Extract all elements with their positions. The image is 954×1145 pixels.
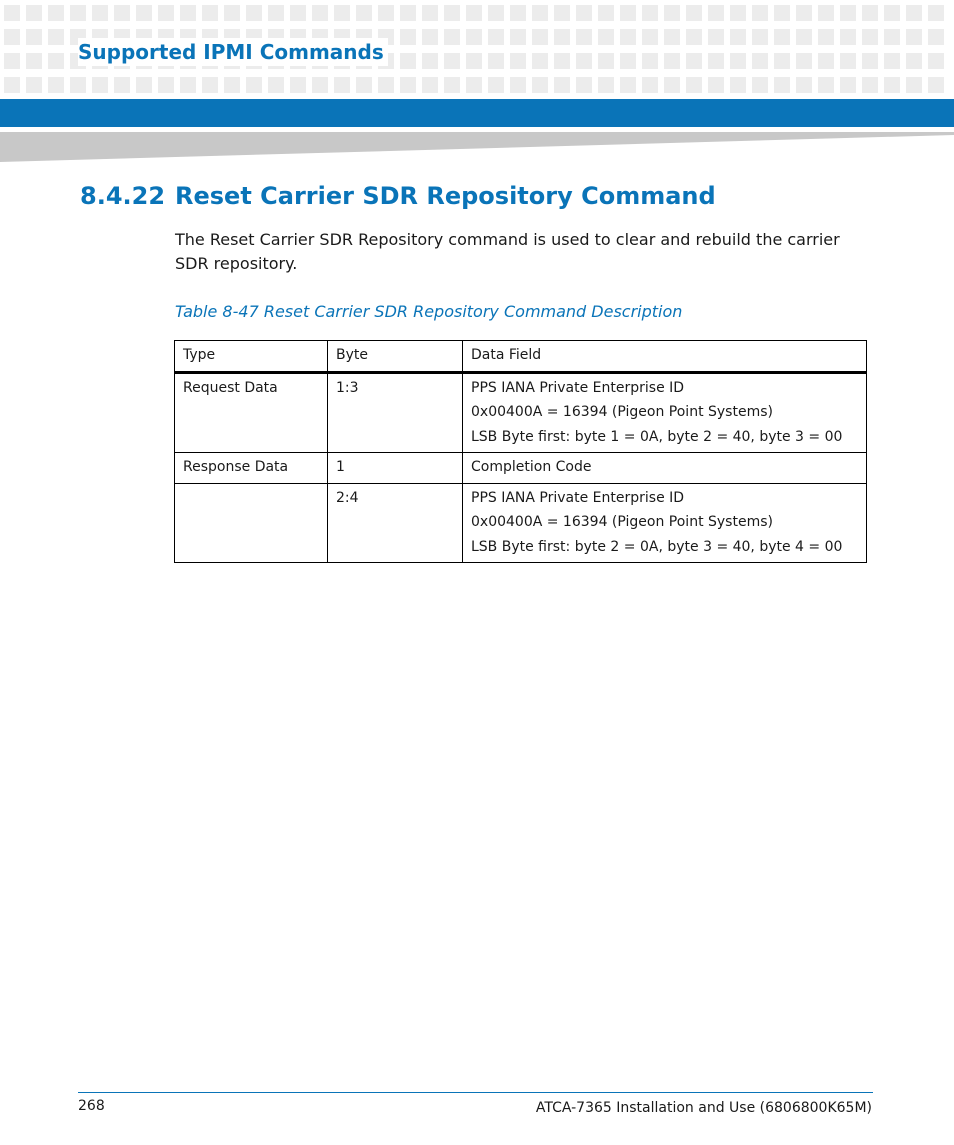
pattern-square [444,5,460,21]
command-table [174,340,867,563]
pattern-square [862,77,878,93]
data-line: PPS IANA Private Enterprise ID [471,489,685,506]
table-row [175,453,867,484]
pattern-square [4,77,20,93]
pattern-square [26,77,42,93]
pattern-square [774,77,790,93]
pattern-square [246,5,262,21]
pattern-square [554,29,570,45]
pattern-square [642,77,658,93]
pattern-square [686,77,702,93]
pattern-square [444,77,460,93]
pattern-square [92,77,108,93]
pattern-square [466,77,482,93]
data-line: 0x00400A = 16394 (Pigeon Point Systems) [471,404,773,420]
pattern-square [26,53,42,69]
header-blue-bar [0,99,954,127]
table-caption: Table 8-47 Reset Carrier SDR Repository Command Description [175,302,683,321]
pattern-square [576,53,592,69]
data-line: 0x00400A = 16394 (Pigeon Point Systems) [471,514,773,530]
pattern-square [510,53,526,69]
pattern-square [268,5,284,21]
pattern-square [488,77,504,93]
pattern-square [686,53,702,69]
pattern-square [510,29,526,45]
pattern-square [4,5,20,21]
pattern-square [818,5,834,21]
pattern-square [136,5,152,21]
pattern-square [26,29,42,45]
pattern-square [752,53,768,69]
pattern-square [70,5,86,21]
pattern-square [422,53,438,69]
cell-type [175,483,328,563]
pattern-square [488,29,504,45]
pattern-square [26,5,42,21]
data-line: PPS IANA Private Enterprise ID [471,379,685,396]
pattern-square [862,5,878,21]
pattern-square [906,77,922,93]
footer-doc-title: ATCA-7365 Installation and Use (6806800K65M) [535,1100,872,1116]
pattern-square [400,5,416,21]
pattern-square [664,53,680,69]
pattern-square [158,5,174,21]
pattern-square [444,53,460,69]
pattern-square [488,53,504,69]
pattern-square [48,29,64,45]
pattern-square [422,5,438,21]
pattern-square [554,53,570,69]
cell-data-field [463,453,867,484]
pattern-square [268,77,284,93]
pattern-square [576,77,592,93]
pattern-square [840,5,856,21]
intro-paragraph: The Reset Carrier SDR Repository command is used to clear and rebuild the carrier SDR repository. [175,230,840,273]
pattern-square [686,5,702,21]
pattern-square [290,5,306,21]
pattern-square [796,77,812,93]
pattern-square [334,77,350,93]
pattern-square [730,77,746,93]
pattern-square [48,77,64,93]
cell-byte: 1:3 [328,372,463,453]
pattern-square [466,5,482,21]
pattern-square [686,29,702,45]
pattern-square [554,77,570,93]
pattern-square [114,5,130,21]
pattern-square [378,5,394,21]
pattern-square [862,29,878,45]
pattern-square [708,5,724,21]
pattern-square [444,29,460,45]
pattern-square [378,77,394,93]
pattern-square [532,77,548,93]
pattern-square [884,5,900,21]
pattern-square [510,5,526,21]
pattern-square [730,5,746,21]
pattern-square [532,5,548,21]
pattern-square [202,5,218,21]
pattern-square [400,77,416,93]
pattern-square [840,29,856,45]
pattern-square [796,53,812,69]
pattern-square [554,5,570,21]
pattern-square [818,77,834,93]
cell-byte: 1 [328,453,463,484]
cell-type: Response Data [175,453,328,484]
section-title-text: Reset Carrier SDR Repository Command [175,182,716,210]
table-row [175,483,867,563]
pattern-square [752,77,768,93]
pattern-square [796,5,812,21]
pattern-square [48,5,64,21]
pattern-square [312,77,328,93]
pattern-square [4,53,20,69]
pattern-square [928,53,944,69]
pattern-square [642,29,658,45]
pattern-square [862,53,878,69]
pattern-square [818,29,834,45]
column-header-type: Type [175,341,328,373]
pattern-square [312,5,328,21]
pattern-square [796,29,812,45]
pattern-square [884,53,900,69]
column-header-data-field: Data Field [463,341,867,373]
pattern-square [620,5,636,21]
pattern-square [400,53,416,69]
pattern-square [884,29,900,45]
pattern-square [906,5,922,21]
pattern-square [158,77,174,93]
pattern-square [510,77,526,93]
pattern-square [928,29,944,45]
pattern-square [620,29,636,45]
pattern-square [840,77,856,93]
pattern-square [290,77,306,93]
cell-byte: 2:4 [328,483,463,563]
section-number: 8.4.22 [80,182,166,210]
pattern-square [774,53,790,69]
pattern-square [92,5,108,21]
page-number: 268 [78,1098,105,1114]
running-header-title: Supported IPMI Commands [78,38,388,66]
pattern-square [774,29,790,45]
data-line: Completion Code [471,459,592,475]
pattern-square [466,53,482,69]
pattern-square [136,77,152,93]
pattern-square [642,5,658,21]
pattern-square [70,77,86,93]
pattern-square [114,77,130,93]
pattern-square [620,53,636,69]
pattern-square [598,53,614,69]
cell-data-field [463,483,867,563]
pattern-square [642,53,658,69]
pattern-square [488,5,504,21]
pattern-square [664,77,680,93]
pattern-square [356,77,372,93]
table-row [175,372,867,453]
pattern-square [576,5,592,21]
cell-data-field [463,372,867,453]
pattern-square [202,77,218,93]
pattern-square [906,53,922,69]
pattern-square [598,77,614,93]
pattern-square [356,5,372,21]
pattern-square [224,77,240,93]
pattern-square [928,77,944,93]
pattern-square [906,29,922,45]
pattern-square [532,29,548,45]
section-heading [80,182,716,210]
pattern-square [422,29,438,45]
pattern-square [664,29,680,45]
pattern-square [466,29,482,45]
pattern-square [334,5,350,21]
footer-rule [78,1092,873,1093]
pattern-square [400,29,416,45]
cell-type: Request Data [175,372,328,453]
column-header-byte: Byte [328,341,463,373]
pattern-square [4,29,20,45]
table-header-row [175,341,867,373]
pattern-square [532,53,548,69]
pattern-square [246,77,262,93]
pattern-square [180,5,196,21]
pattern-square [884,77,900,93]
pattern-square [840,53,856,69]
pattern-square [48,53,64,69]
data-line: LSB Byte first: byte 2 = 0A, byte 3 = 40, byte 4 = 00 [471,538,843,555]
pattern-square [752,29,768,45]
pattern-square [752,5,768,21]
pattern-square [664,5,680,21]
pattern-square [774,5,790,21]
header-gray-wedge [0,132,954,162]
pattern-square [818,53,834,69]
pattern-square [180,77,196,93]
pattern-square [576,29,592,45]
pattern-square [928,5,944,21]
pattern-square [620,77,636,93]
pattern-square [598,29,614,45]
pattern-square [730,29,746,45]
pattern-square [708,77,724,93]
pattern-square [730,53,746,69]
data-line: LSB Byte first: byte 1 = 0A, byte 2 = 40, byte 3 = 00 [471,428,843,445]
pattern-square [708,53,724,69]
pattern-square [224,5,240,21]
pattern-square [422,77,438,93]
pattern-square [598,5,614,21]
pattern-square [708,29,724,45]
